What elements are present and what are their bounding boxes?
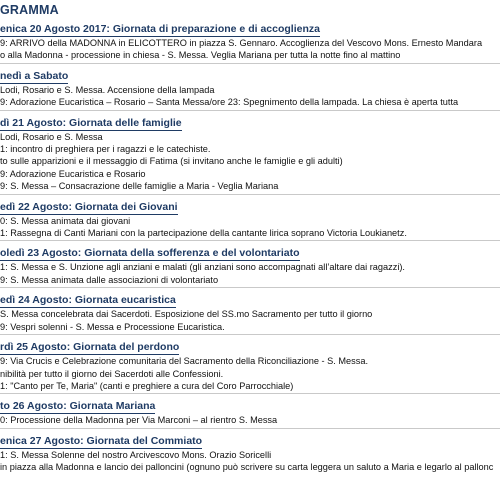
schedule-line: 9: Vespri solenni - S. Messa e Processione Eucaristica. bbox=[0, 321, 225, 332]
schedule-line: to sulle apparizioni e il messaggio di Fatima (si invitano anche le famiglie e gli adulti) bbox=[0, 156, 343, 167]
section-heading: edì 24 Agosto: Giornata eucaristica bbox=[0, 294, 176, 307]
section-heading: dì 21 Agosto: Giornata delle famiglie bbox=[0, 116, 182, 129]
program-section bbox=[0, 431, 500, 474]
schedule-line: o alla Madonna - processione in chiesa - S. Messa. Veglia Mariana per tutta la notte fino al mattino bbox=[0, 50, 401, 61]
schedule-line: 9: S. Messa – Consacrazione delle famiglie a Maria - Veglia Mariana bbox=[0, 181, 279, 192]
section-divider bbox=[0, 334, 500, 335]
section-heading: edì 22 Agosto: Giornata dei Giovani bbox=[0, 200, 178, 213]
section-heading: rdì 25 Agosto: Giornata del perdono bbox=[0, 341, 180, 354]
section-divider bbox=[0, 428, 500, 429]
section-heading: nedì a Sabato bbox=[0, 69, 69, 82]
program-section bbox=[0, 197, 500, 240]
schedule-line: 1: S. Messa Solenne del nostro Arcivescovo Mons. Orazio Soricelli bbox=[0, 449, 272, 460]
program-section bbox=[0, 290, 500, 333]
schedule-line: 1: Rassegna di Canti Mariani con la partecipazione della cantante lirica soprano Victoria Loukianetz. bbox=[0, 228, 407, 239]
section-divider bbox=[0, 63, 500, 64]
program-section bbox=[0, 337, 500, 392]
schedule-line: S. Messa concelebrata dai Sacerdoti. Esposizione del SS.mo Sacramento per tutto il giorno bbox=[0, 309, 373, 320]
program-section bbox=[0, 19, 500, 62]
section-heading: enica 27 Agosto: Giornata del Commiato bbox=[0, 434, 203, 447]
schedule-line: nibilità per tutto il giorno dei Sacerdoti alle Confessioni. bbox=[0, 368, 224, 379]
schedule-line: Lodi, Rosario e S. Messa. Accensione della lampada bbox=[0, 84, 215, 95]
section-divider bbox=[0, 287, 500, 288]
schedule-line: 1: incontro di preghiera per i ragazzi e le catechiste. bbox=[0, 144, 211, 155]
schedule-line: 0: Processione della Madonna per Via Marconi – al rientro S. Messa bbox=[0, 415, 278, 426]
program-title: GRAMMA bbox=[0, 3, 59, 17]
section-divider bbox=[0, 194, 500, 195]
section-heading: enica 20 Agosto 2017: Giornata di preparazione e di accoglienza bbox=[0, 23, 320, 35]
schedule-line: 9: S. Messa animata dalle associazioni di volontariato bbox=[0, 274, 219, 285]
section-heading: to 26 Agosto: Giornata Mariana bbox=[0, 400, 156, 413]
schedule-line: 9: Adorazione Eucaristica e Rosario bbox=[0, 168, 146, 179]
program-section bbox=[0, 66, 500, 109]
section-divider bbox=[0, 240, 500, 241]
program-section bbox=[0, 396, 500, 426]
schedule-line: 1: "Canto per Te, Maria" (canti e preghiere a cura del Coro Parrocchiale) bbox=[0, 380, 294, 391]
section-divider bbox=[0, 393, 500, 394]
schedule-line: 1: S. Messa e S. Unzione agli anziani e malati (gli anziani sono accompagnati all’altare dai ragazzi). bbox=[0, 262, 405, 273]
schedule-line: 9: Adorazione Eucaristica – Rosario – Santa Messa/ore 23: Spegnimento della lampada. La chiesa è aperta tutta bbox=[0, 97, 459, 108]
schedule-line: Lodi, Rosario e S. Messa bbox=[0, 131, 103, 142]
schedule-line: 9: ARRIVO della MADONNA in ELICOTTERO in piazza S. Gennaro. Accoglienza del Vescovo Mons. Ernesto Mandara bbox=[0, 38, 483, 48]
program-section bbox=[0, 243, 500, 286]
section-heading: oledì 23 Agosto: Giornata della sofferenza e del volontariato bbox=[0, 247, 300, 260]
program-section bbox=[0, 113, 500, 193]
section-divider bbox=[0, 110, 500, 111]
schedule-line: 9: Via Crucis e Celebrazione comunitaria del Sacramento della Riconciliazione - S. Messa. bbox=[0, 356, 369, 367]
schedule-line: 0: S. Messa animata dai giovani bbox=[0, 215, 131, 226]
schedule-line: in piazza alla Madonna e lancio dei palloncini (ognuno può scrivere su carta leggera un saluto a Maria e legarlo al pallonc bbox=[0, 462, 494, 473]
program-sections bbox=[0, 19, 500, 474]
